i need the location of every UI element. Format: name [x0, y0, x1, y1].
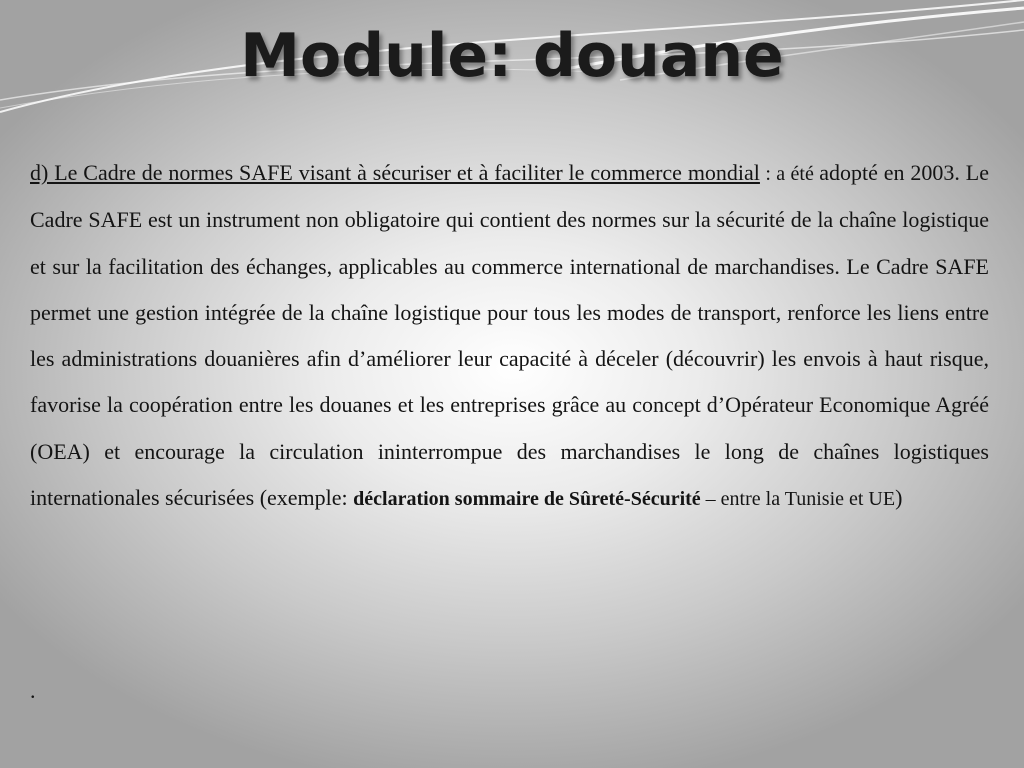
body-close-paren: ) [895, 485, 903, 511]
body-bold-example: déclaration sommaire de Sûreté-Sécurité [353, 488, 701, 511]
body-lead-suffix: : a été [759, 163, 820, 185]
body-tail-text: – entre la Tunisie et UE [700, 488, 896, 511]
slide-body-paragraph [30, 150, 989, 522]
trailing-dot: . [30, 678, 36, 703]
slide-title: Module: douane [240, 21, 784, 91]
body-main-text: adopté en 2003. Le Cadre SAFE est un instrument non obligatoire qui contient des normes sur la sécurité de la chaîne logistique et sur la facilitation des échanges, applicables au commerce international de marchandises. Le Cadre SAFE permet une gestion intégrée de la chaîne logistique pour tous les modes de transport, renforce les liens entre les administrations douanières afin d’améliorer leur capacité à déceler (découvrir) les envois à haut risque, favorise la coopération entre les douanes et les entreprises grâce au concept d’Opérateur Economique Agréé (OEA) et encourage la circulation ininterrompue des marchandises le long de chaînes logistiques internationales sécurisées (exemple: [30, 160, 990, 511]
body-lead-heading: d) Le Cadre de normes SAFE visant à sécuriser et à faciliter le commerce mondial [30, 160, 760, 185]
